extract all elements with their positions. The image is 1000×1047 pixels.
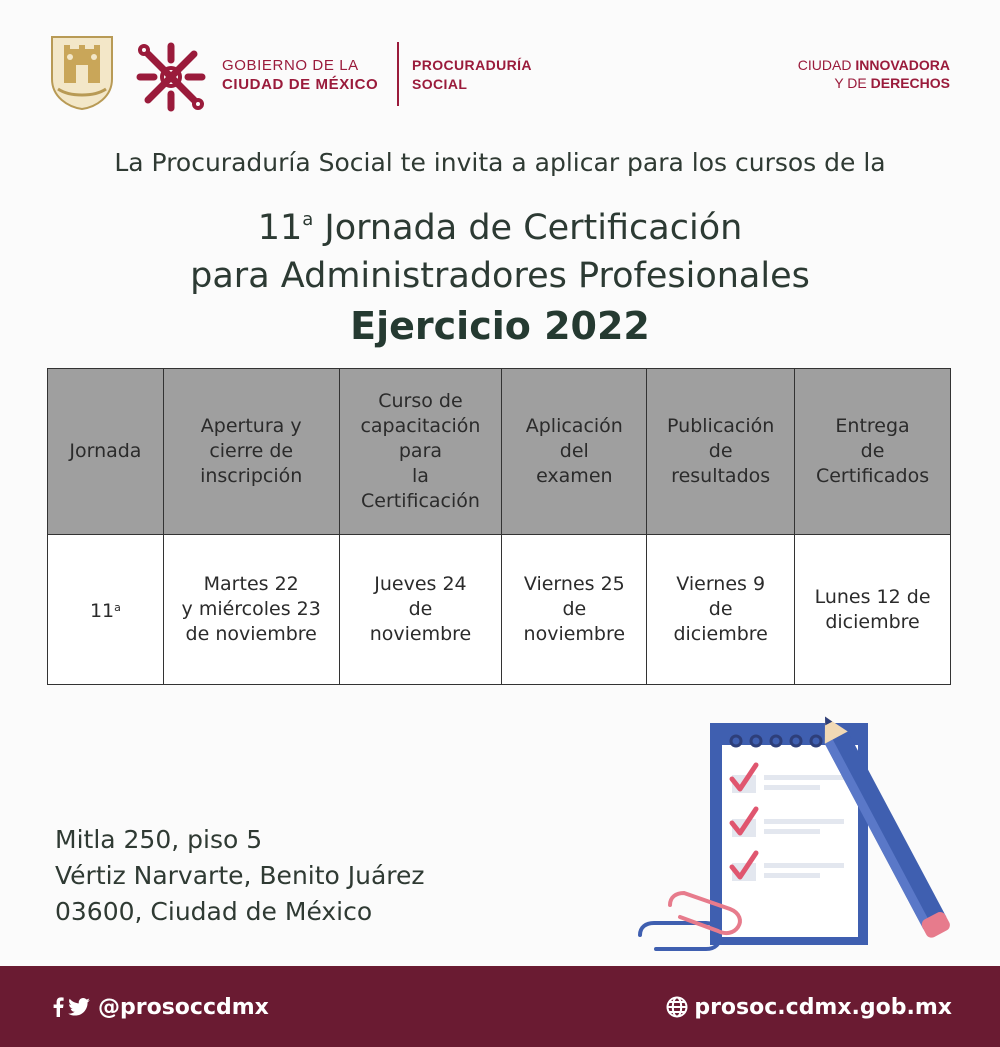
table-cell: Viernes 25 de noviembre [502, 535, 647, 685]
table-cell: Martes 22 y miércoles 23 de noviembre [163, 535, 339, 685]
page-subtitle: Ejercicio 2022 [350, 304, 650, 348]
facebook-icon[interactable] [52, 997, 64, 1017]
table-header-cell: Entrega de Certificados [795, 369, 951, 535]
checklist-illustration-icon [630, 695, 960, 965]
coat-of-arms-icon [50, 35, 114, 111]
procuraduria-text [412, 56, 532, 94]
table-cell: Viernes 9 de diciembre [647, 535, 795, 685]
table-cell-jornada: 11$^a$ [48, 535, 164, 685]
twitter-icon[interactable] [68, 998, 90, 1016]
table-row [48, 535, 951, 685]
table-cell: Lunes 12 de diciembre [795, 535, 951, 685]
table-header-cell: Jornada [48, 369, 164, 535]
address-line1: Mitla 250, piso 5 [55, 825, 263, 854]
address-line2: Vértiz Narvarte, Benito Juárez [55, 861, 425, 890]
calendar-table [47, 368, 951, 685]
globe-icon [666, 996, 688, 1018]
title-line1: 11$^a$ Jornada de Certificación [257, 208, 743, 248]
table-header-cell: Curso de capacitación para la Certificación [339, 369, 502, 535]
social-handle[interactable] [52, 990, 269, 1024]
social-handle-text[interactable]: @prosoccdmx [98, 994, 269, 1020]
address-line3: 03600, Ciudad de México [55, 897, 373, 926]
table-header-cell: Aplicación del examen [502, 369, 647, 535]
title-line2: para Administradores Profesionales [190, 256, 810, 296]
gobierno-line1: GOBIERNO DE LA [222, 57, 359, 74]
table-header-row [48, 369, 951, 535]
intro-text: La Procuraduría Social te invita a aplicar para los cursos de la [114, 148, 886, 177]
website-text[interactable]: prosoc.cdmx.gob.mx [694, 994, 952, 1020]
procuraduria-line1: PROCURADURÍA [412, 57, 532, 73]
page-title [0, 196, 1000, 300]
table-header-cell: Publicación de resultados [647, 369, 795, 535]
header [50, 30, 950, 120]
header-divider [397, 42, 399, 106]
procuraduria-line2: SOCIAL [412, 76, 468, 92]
ciudad-line2: Y DE DERECHOS [834, 75, 950, 91]
ciudad-innovadora-text [798, 56, 950, 92]
gobierno-cdmx-text [222, 56, 378, 94]
address [55, 822, 425, 930]
footer [0, 966, 1000, 1047]
gobierno-line2: CIUDAD DE MÉXICO [222, 76, 379, 93]
ciudad-line1: CIUDAD INNOVADORA [797, 57, 950, 73]
table-header-cell: Apertura y cierre de inscripción [163, 369, 339, 535]
website-link[interactable] [666, 990, 952, 1024]
cdmx-logo-icon [134, 40, 208, 114]
table-cell: Jueves 24 de noviembre [339, 535, 502, 685]
